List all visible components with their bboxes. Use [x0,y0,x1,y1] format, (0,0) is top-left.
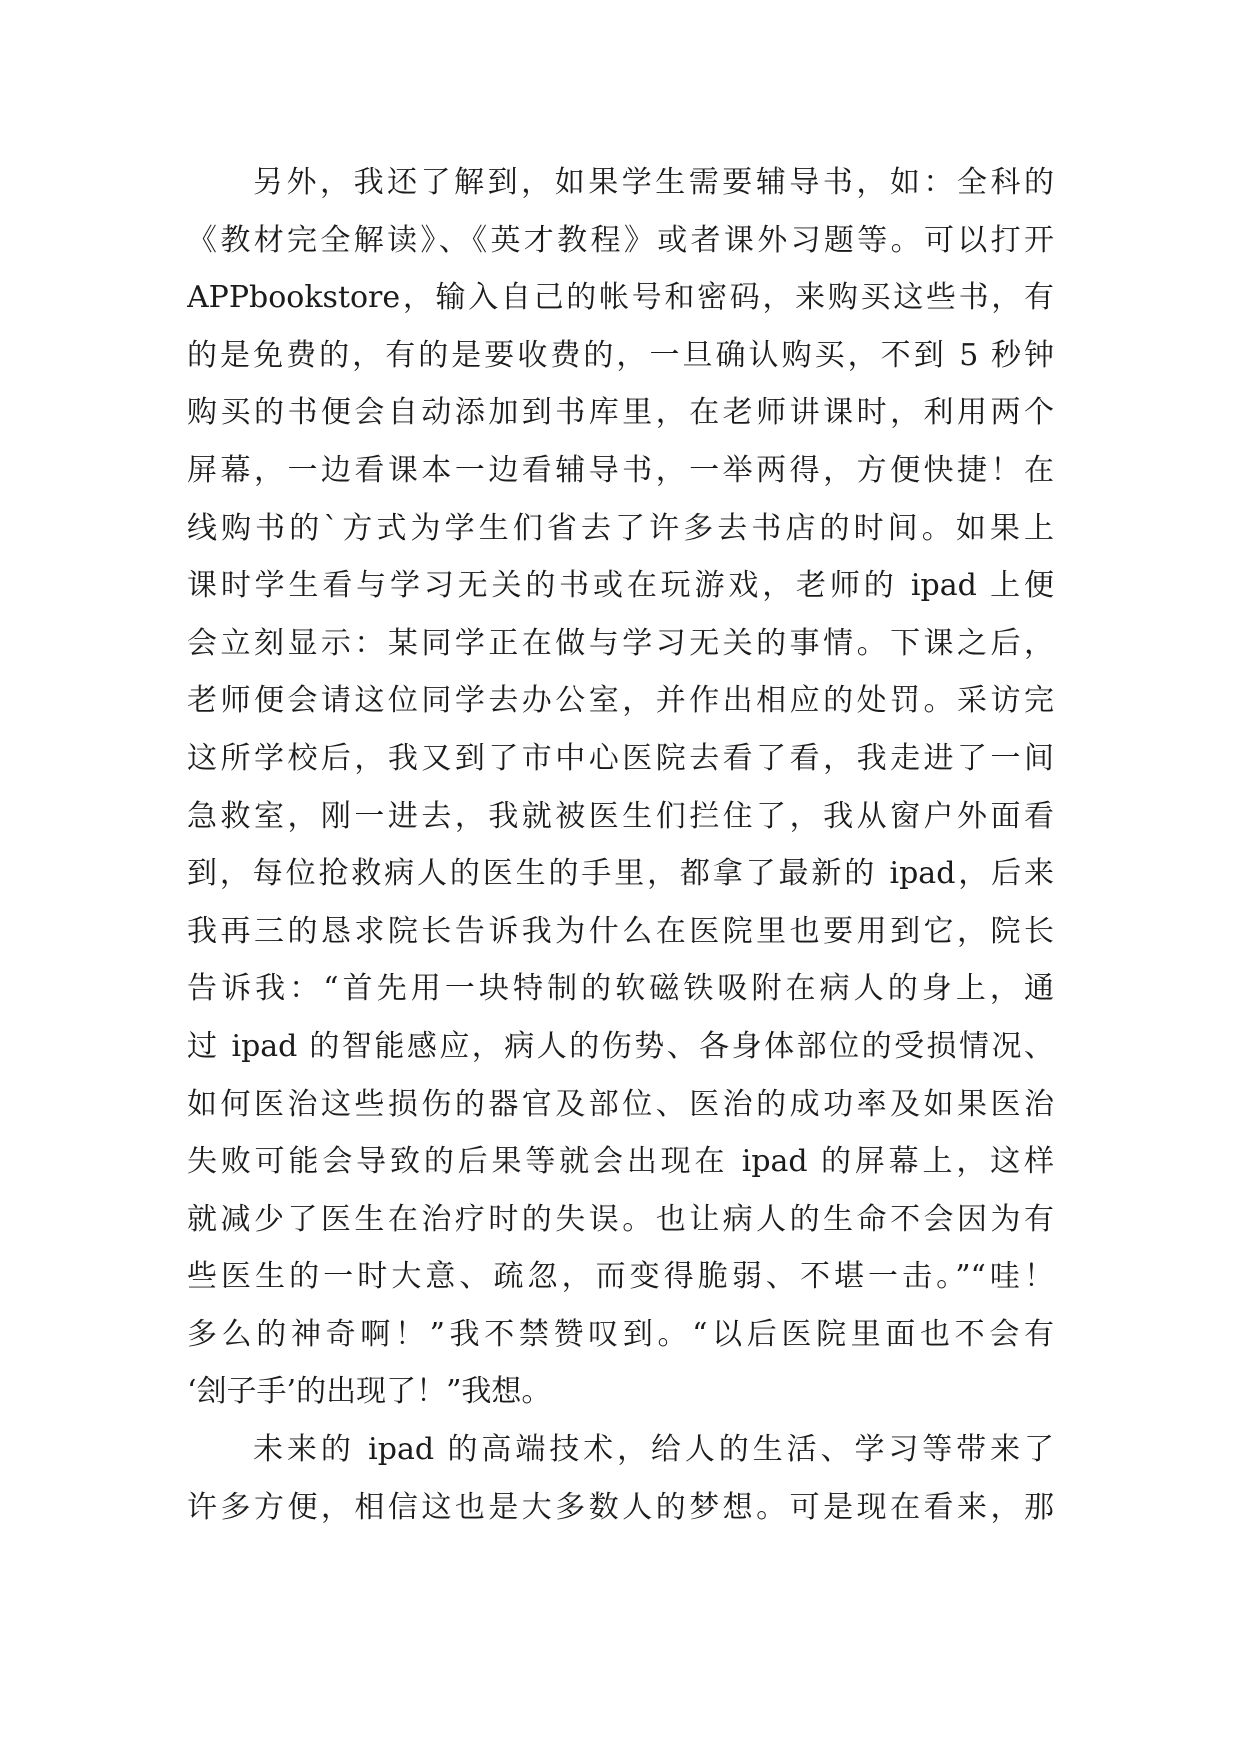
text-line: 多么的神奇啊！”我不禁赞叹到。“以后医院里面也不会有 [187,1316,1054,1352]
text-line: 老师便会请这位同学去办公室，并作出相应的处罚。采访完 [187,683,1054,719]
text-line: 告诉我：“首先用一块特制的软磁铁吸附在病人的身上，通 [187,971,1054,1007]
text-line: 屏幕，一边看课本一边看辅导书，一举两得，方便快捷！在 [187,452,1054,488]
paragraph [187,154,1054,1421]
text-line: 过 ipad 的智能感应，病人的伤势、各身体部位的受损情况、 [187,1028,1054,1064]
text-line: ‘刽子手’的出现了！”我想。 [187,1374,552,1410]
text-line: 失败可能会导致的后果等就会出现在 ipad 的屏幕上，这样 [187,1144,1054,1180]
text-line: 我再三的恳求院长告诉我为什么在医院里也要用到它，院长 [187,913,1054,949]
text-line: 这所学校后，我又到了市中心医院去看了看，我走进了一间 [187,740,1054,776]
text-line: 未来的 ipad 的高端技术，给人的生活、学习等带来了 [253,1432,1054,1468]
text-line: 就减少了医生在治疗时的失误。也让病人的生命不会因为有 [187,1201,1054,1237]
text-line: 许多方便，相信这也是大多数人的梦想。可是现在看来，那 [187,1489,1054,1525]
text-line: 会立刻显示：某同学正在做与学习无关的事情。下课之后， [187,625,1054,661]
text-line: 到，每位抢救病人的医生的手里，都拿了最新的 ipad，后来 [187,856,1054,892]
text-line: 急救室，刚一进去，我就被医生们拦住了，我从窗户外面看 [187,798,1054,834]
paragraph [187,1421,1054,1536]
text-line: 如何医治这些损伤的器官及部位、医治的成功率及如果医治 [187,1086,1054,1122]
text-line: 线购书的`方式为学生们省去了许多去书店的时间。如果上 [187,510,1054,546]
text-line: 些医生的一时大意、疏忽，而变得脆弱、不堪一击。”“哇！ [187,1259,1054,1295]
text-line: 的是免费的，有的是要收费的，一旦确认购买，不到 5 秒钟 [187,337,1054,373]
text-line: 购买的书便会自动添加到书库里，在老师讲课时，利用两个 [187,395,1054,431]
text-line: 课时学生看与学习无关的书或在玩游戏，老师的 ipad 上便 [187,568,1054,604]
document-body [187,154,1054,1536]
text-line: APPbookstore，输入自己的帐号和密码，来购买这些书，有 [187,280,1054,316]
text-line: 《教材完全解读》、《英才教程》或者课外习题等。可以打开 [187,222,1054,258]
text-line: 另外，我还了解到，如果学生需要辅导书，如：全科的 [253,165,1054,200]
